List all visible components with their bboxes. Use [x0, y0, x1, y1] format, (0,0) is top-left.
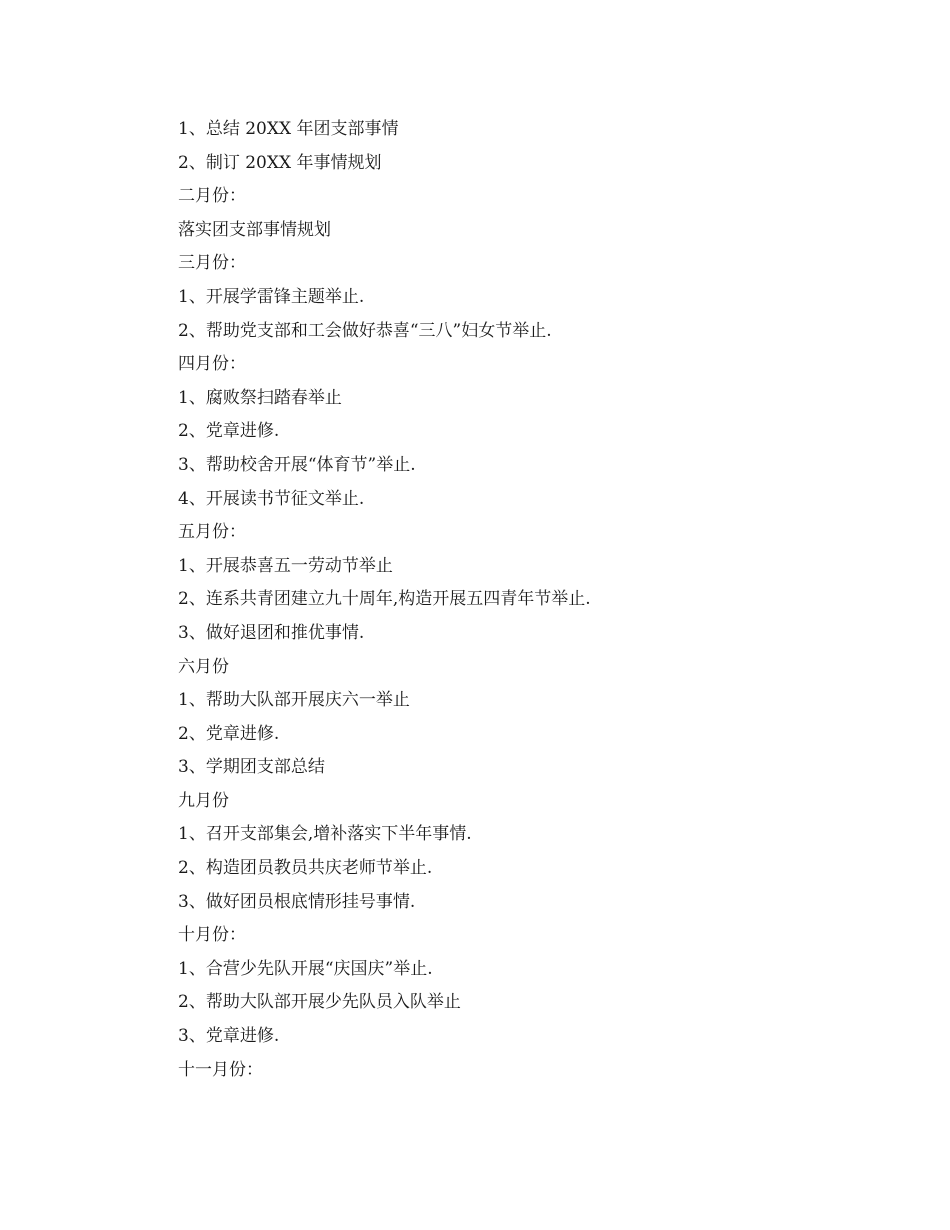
month-heading: 九月份: [178, 790, 229, 811]
text-line: 1、腐败祭扫踏春举止: [178, 387, 342, 408]
text-line: 2、帮助大队部开展少先队员入队举止: [178, 992, 461, 1013]
month-heading: 六月份: [178, 656, 229, 677]
text-line: 1、合营少先队开展“庆国庆”举止.: [178, 958, 433, 979]
text-line: 1、召开支部集会,增补落实下半年事情.: [178, 824, 472, 845]
month-heading: 十月份：: [178, 925, 246, 946]
text-line: 3、帮助校舍开展“体育节”举止.: [178, 454, 416, 475]
text-line: 2、党章进修.: [178, 421, 280, 442]
text-line: 2、连系共青团建立九十周年,构造开展五四青年节举止.: [178, 589, 591, 610]
document-body: [178, 113, 878, 1087]
text-line: 1、开展学雷锋主题举止.: [178, 286, 365, 307]
text-line: 3、党章进修.: [178, 1026, 280, 1047]
month-heading: 五月份：: [178, 522, 246, 543]
text-line: 1、总结 20XX 年团支部事情: [178, 119, 399, 139]
text-line: 1、帮助大队部开展庆六一举止: [178, 690, 410, 711]
text-line: 3、做好团员根底情形挂号事情.: [178, 891, 416, 912]
text-line: 2、帮助党支部和工会做好恭喜“三八”妇女节举止.: [178, 320, 552, 341]
text-line: 2、党章进修.: [178, 723, 280, 744]
month-heading: 十一月份：: [178, 1059, 263, 1080]
text-line: 4、开展读书节征文举止.: [178, 488, 365, 509]
month-heading: 四月份：: [178, 354, 246, 375]
month-heading: 二月份：: [178, 186, 246, 207]
text-line: 3、学期团支部总结: [178, 757, 325, 778]
month-heading: 三月份：: [178, 253, 246, 274]
text-line: 2、构造团员教员共庆老师节举止.: [178, 858, 433, 879]
text-line: 1、开展恭喜五一劳动节举止: [178, 555, 393, 576]
text-line: 落实团支部事情规划: [178, 219, 331, 240]
text-line: 2、制订 20XX 年事情规划: [178, 152, 382, 173]
text-line: 3、做好退团和推优事情.: [178, 622, 365, 643]
